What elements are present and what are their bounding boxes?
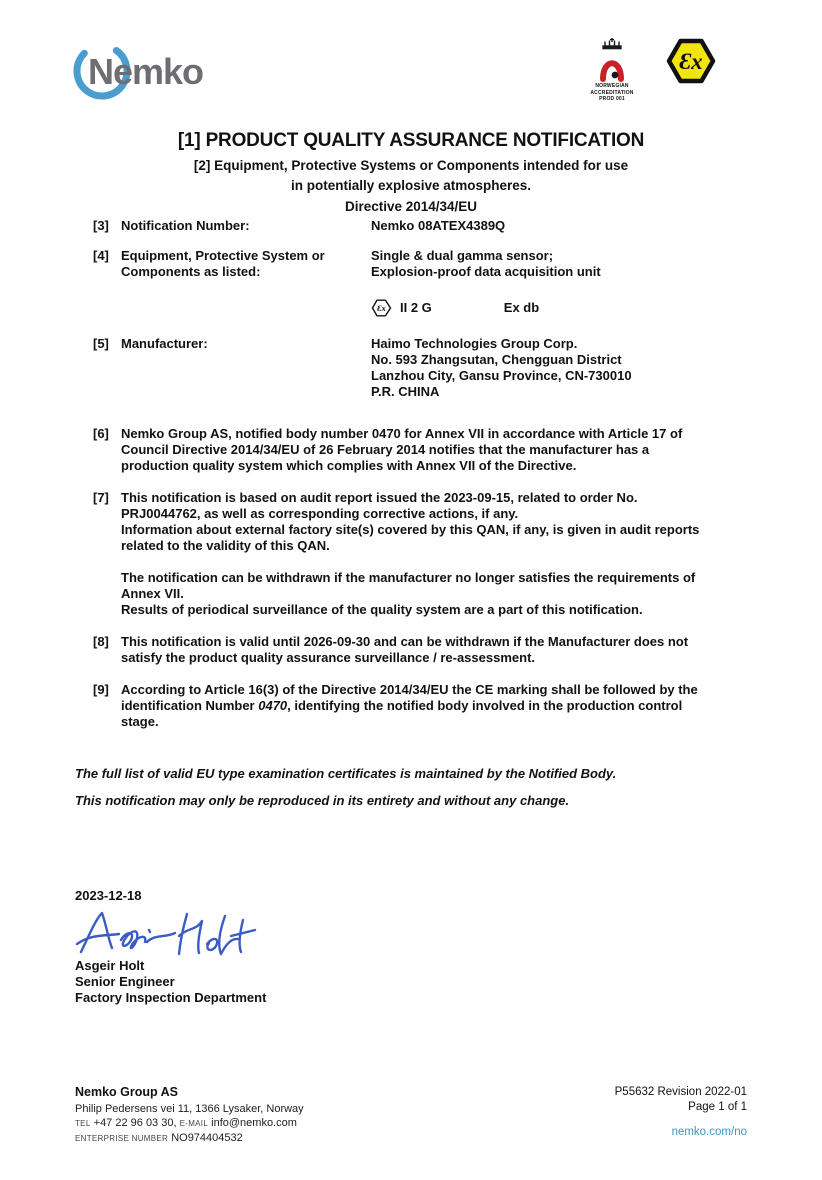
footer [75,1085,747,1146]
section-8 [93,634,753,666]
footer-page-number: Page 1 of 1 [688,1101,747,1113]
paragraph: The notification can be withdrawn if the manufacturer no longer satisfies the requirements of Annex VII. Results of periodical surveillance of the quality system are a part of this notification. [121,570,696,617]
field-label: Notification Number: [121,218,250,233]
document-subtitle [0,156,822,217]
footer-contact: TEL +47 22 96 03 30, E-MAIL info@nemko.com [75,1117,297,1129]
title-block [0,130,822,217]
section-equipment [93,248,753,280]
section-ref-spacer [93,570,121,618]
nemko-logo-text: Nemko [88,51,204,92]
section-7 [93,490,753,554]
footer-website-link[interactable]: nemko.com/no [671,1126,747,1138]
field-value: Single & dual gamma sensor; Explosion-proof data acquisition unit [371,248,601,279]
footer-email: info@nemko.com [211,1117,297,1129]
ex-marking-icon [371,298,392,318]
accreditation-label: NORWEGIAN ACCREDITATION PROD 001 [590,83,634,102]
section-9 [93,682,753,730]
footer-company-info [75,1085,304,1146]
paragraph: According to Article 16(3) of the Directive 2014/34/EU the CE marking shall be followed by the identification Number 0470, identifying the notified body involved in the production control stage. [121,682,698,729]
subtitle-line: [2] Equipment, Protective Systems or Components intended for use [193,158,629,173]
section-ref: [9] [93,682,109,697]
ex-marking-row [371,298,753,318]
note-line: This notification may only be reproduced in its entirety and without any change. [75,793,570,808]
subtitle-line: Directive 2014/34/EU [344,198,478,214]
footer-company-name: Nemko Group AS [75,1085,179,1099]
notified-body-number: 0470 [258,698,288,713]
section-ref: [3] [93,218,109,233]
legal-notes [75,766,616,808]
field-value: Nemko 08ATEX4389Q [371,218,506,233]
norwegian-accreditation-mark [584,36,640,103]
footer-address: Philip Pedersens vei 11, 1366 Lysaker, Norway [75,1103,304,1115]
accreditation-icon [595,36,629,82]
document-title: [1] PRODUCT QUALITY ASSURANCE NOTIFICATION [177,130,645,151]
signer-name: Asgeir Holt [75,958,145,973]
equipment-group-code: II 2 G [400,300,432,315]
paragraph: This notification is based on audit report issued the 2023-09-15, related to order No. PRJ0044762, as well as corresponding corrective actions, if any. Information about external factory site(s) covered by this QAN, if any, is given in audit reports related to the validity of this QAN. [121,490,700,553]
field-label: Manufacturer: [121,336,208,351]
field-value: Haimo Technologies Group Corp. No. 593 Zhangsutan, Chengguan District Lanzhou City, Gansu Province, CN-730010 P.R. CHINA [371,336,632,399]
section-6 [93,426,753,474]
subtitle-line: in potentially explosive atmospheres. [290,178,532,194]
paragraph: Nemko Group AS, notified body number 0470 for Annex VII in accordance with Article 17 of Council Directive 2014/34/EU of 26 February 2014 notifies that the manufacturer has a production quality system which complies with Annex VII of the Directive. [121,426,683,473]
section-ref: [6] [93,426,109,441]
footer-enterprise-number: NO974404532 [171,1132,243,1144]
section-ref: [8] [93,634,109,649]
protection-type: Ex db [503,300,540,315]
signer-department: Factory Inspection Department [75,990,267,1005]
nemko-logo-icon [72,38,242,102]
atex-ex-icon [664,36,718,86]
paragraph: This notification is valid until 2026-09-30 and can be withdrawn if the Manufacturer does not satisfy the product quality assurance surveillance / re-assessment. [121,634,689,665]
section-ref: [4] [93,248,109,263]
footer-enterprise: ENTERPRISE NUMBER NO974404532 [75,1132,243,1144]
issue-date: 2023-12-18 [75,888,142,903]
section-manufacturer [93,336,753,400]
note-line: The full list of valid EU type examination certificates is maintained by the Notified Body. [75,766,617,781]
svg-text:Ɛx: Ɛx [679,49,703,74]
section-notification-number [93,218,753,234]
section-ref: [5] [93,336,109,351]
footer-doc-info [615,1085,747,1140]
body-sections [93,218,753,730]
field-label: Equipment, Protective System or Components as listed: [121,248,325,279]
svg-text:Ɛx: Ɛx [377,303,386,313]
section-ref: [7] [93,490,109,505]
signature-block [75,888,275,1006]
signature-image [75,906,275,958]
certification-marks [584,36,718,103]
footer-phone: +47 22 96 03 30, [93,1117,177,1129]
signer-role: Senior Engineer [75,974,175,989]
nemko-logo [72,38,242,107]
footer-doc-ref: P55632 Revision 2022-01 [614,1086,747,1098]
section-7-continued [93,570,753,618]
